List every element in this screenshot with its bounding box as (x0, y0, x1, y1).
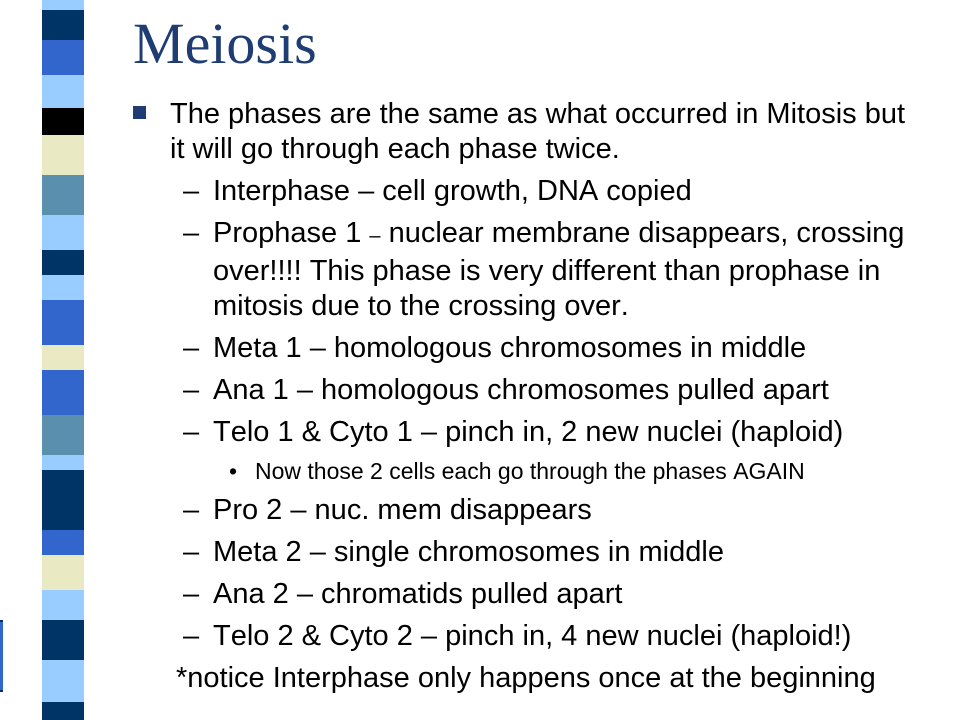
dash-bullet-icon: – (183, 175, 200, 207)
sub-bullet-telo-1 (0, 415, 960, 450)
detail-bullet-text: Now those 2 cells each go through the phases AGAIN (255, 458, 805, 484)
phase-description: nuclear membrane disappears, crossing over!!!! This phase is very different than prophase in mitosis due to the crossing over. (213, 217, 905, 322)
sub-bullet-text: Ana 2 – chromatids pulled apart (213, 578, 623, 610)
sub-bullet-text: Ana 1 – homologous chromosomes pulled apart (213, 374, 829, 406)
slide-body (0, 97, 960, 696)
sub-bullet-meta-2 (0, 535, 960, 570)
bullet-text: The phases are the same as what occurred in Mitosis but it will go through each phase twice. (170, 98, 906, 165)
sub-bullet-ana-1 (0, 373, 960, 408)
sub-bullet-text: Telo 1 & Cyto 1 – pinch in, 2 new nuclei (haploid) (213, 416, 844, 448)
dot-bullet-icon: • (229, 458, 238, 484)
sub-bullet-text: Pro 2 – nuc. mem disappears (213, 494, 592, 526)
dash-bullet-icon: – (183, 374, 200, 406)
dash-bullet-icon: – (183, 620, 200, 652)
dash-bullet-icon: – (183, 217, 200, 249)
sub-bullet-telo-2 (0, 619, 960, 654)
detail-bullet-again (0, 457, 960, 486)
sub-bullet-text: Interphase – cell growth, DNA copied (213, 175, 692, 207)
slide-title: Meiosis (133, 11, 317, 76)
sub-bullet-ana-2 (0, 577, 960, 612)
closing-note (0, 661, 960, 696)
dash-bullet-icon: – (183, 332, 200, 364)
dash-bullet-icon: – (183, 536, 200, 568)
sub-bullet-text: Telo 2 & Cyto 2 – pinch in, 4 new nuclei (haploid!) (213, 620, 852, 652)
sub-bullet-text: Meta 2 – single chromosomes in middle (213, 536, 724, 568)
square-bullet-icon (133, 106, 146, 119)
sub-bullet-meta-1 (0, 331, 960, 366)
phase-name: Prophase 1 (213, 217, 362, 249)
note-text: *notice Interphase only happens once at the beginning (176, 662, 876, 694)
sub-bullet-interphase (0, 174, 960, 209)
sub-bullet-text: Meta 1 – homologous chromosomes in middle (213, 332, 807, 364)
dash-bullet-icon: – (183, 494, 200, 526)
sub-bullet-text (213, 216, 933, 324)
sub-bullet-pro-2 (0, 493, 960, 528)
bullet-item-main (0, 97, 960, 167)
dash-bullet-icon: – (183, 578, 200, 610)
phase-separator: – (369, 225, 381, 247)
dash-bullet-icon: – (183, 416, 200, 448)
sub-bullet-prophase-1 (0, 216, 960, 324)
